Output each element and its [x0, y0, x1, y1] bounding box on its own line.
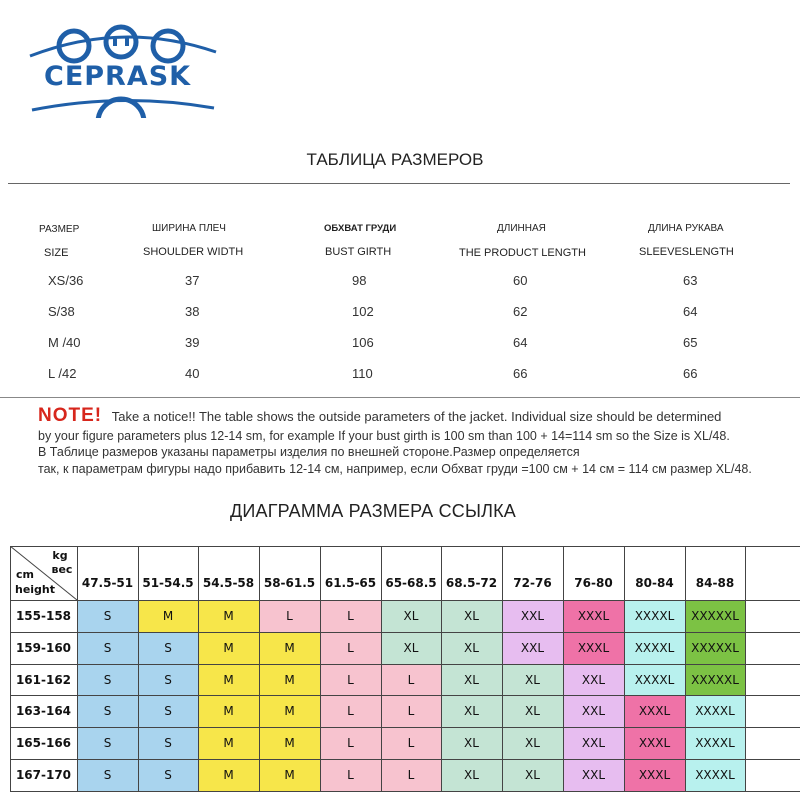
weight-header: 47.5-51 [81, 576, 134, 590]
size-cell: M [259, 664, 320, 695]
size-value-cell: 39 [185, 335, 200, 350]
grid-line [502, 546, 503, 791]
grid-line [563, 546, 564, 791]
size-cell: S [77, 695, 138, 727]
header-size-ru: РАЗМЕР [39, 224, 80, 235]
header-shoulder-en: SHOULDER WIDTH [143, 246, 244, 258]
weight-header: 65-68.5 [385, 576, 437, 590]
size-cell: S [77, 632, 138, 664]
size-cell: S [138, 727, 198, 759]
size-cell: M [198, 600, 259, 632]
size-cell: L [320, 632, 381, 664]
height-header: 159-160 [15, 641, 72, 655]
corner-kg: kg [52, 548, 68, 562]
header-length-en: THE PRODUCT LENGTH [459, 247, 586, 259]
note-text-2: by your figure parameters plus 12-14 sm, for example If your bust girth is 100 sm than 100 + 14=114 sm so the Size is XL/48. [38, 429, 730, 443]
grid-line [624, 546, 625, 791]
size-cell: XL [441, 759, 502, 791]
size-value-cell: 40 [185, 366, 200, 381]
size-cell: XXL [563, 664, 624, 695]
size-cell: M [259, 759, 320, 791]
size-value-cell: 63 [683, 273, 698, 288]
size-cell: XXXXL [685, 759, 745, 791]
height-header: 163-164 [15, 704, 72, 718]
size-cell: M [138, 600, 198, 632]
header-sleeve-ru: ДЛИНА РУКАВА [648, 223, 724, 234]
size-value-cell: 110 [352, 366, 373, 381]
weight-header: 58-61.5 [263, 576, 316, 590]
weight-header: 61.5-65 [324, 576, 377, 590]
corner-diagonal [10, 546, 77, 600]
size-value-cell: 60 [513, 273, 528, 288]
size-cell: XXXXXL [685, 632, 745, 664]
size-cell: XXXL [624, 695, 685, 727]
size-cell: XXL [563, 695, 624, 727]
height-header: 161-162 [15, 672, 72, 687]
weight-header: 54.5-58 [202, 576, 255, 590]
size-label-cell: L /42 [48, 366, 77, 381]
size-cell: XL [441, 695, 502, 727]
header-shoulder-ru: ШИРИНА ПЛЕЧ [152, 223, 226, 234]
size-cell: XL [441, 632, 502, 664]
size-cell: XL [502, 759, 563, 791]
grid-line [198, 546, 199, 791]
corner-height: height [14, 582, 56, 596]
size-cell: L [381, 727, 441, 759]
grid-line [320, 546, 321, 791]
grid-line [10, 759, 800, 760]
size-cell: S [77, 727, 138, 759]
size-cell: XL [502, 664, 563, 695]
weight-header: 51-54.5 [142, 576, 194, 590]
size-cell: M [198, 664, 259, 695]
size-cell: XXXXXL [685, 664, 745, 695]
size-label-cell: S/38 [48, 304, 75, 319]
size-cell: XXXXL [685, 695, 745, 727]
size-cell: XXXXXL [685, 600, 745, 632]
size-cell: M [198, 632, 259, 664]
height-header: 155-158 [15, 609, 72, 623]
size-cell: L [320, 600, 381, 632]
size-cell: M [198, 759, 259, 791]
size-cell: L [381, 664, 441, 695]
header-size-en: SIZE [44, 247, 69, 259]
grid-line [10, 664, 800, 665]
size-cell: S [138, 664, 198, 695]
size-cell: S [138, 759, 198, 791]
size-cell: L [320, 759, 381, 791]
note-label: NOTE! [38, 405, 103, 426]
weight-header: 76-80 [574, 576, 613, 590]
note-text-1: Take a notice!! The table shows the outside parameters of the jacket. Individual size should be determined [111, 409, 722, 424]
size-cell: XXXXL [624, 600, 685, 632]
size-cell: XL [441, 664, 502, 695]
logo-wordmark: CEPRASK [44, 61, 192, 92]
grid-line [10, 695, 800, 696]
size-cell: S [77, 759, 138, 791]
grid-line [745, 546, 746, 791]
weight-header: 84-88 [695, 576, 735, 590]
size-cell: XXXXL [624, 632, 685, 664]
size-table-title: ТАБЛИЦА РАЗМЕРОВ [306, 150, 484, 169]
grid-line [10, 632, 800, 633]
size-cell: XXL [563, 727, 624, 759]
grid-line [685, 546, 686, 791]
diagram-title: ДИАГРАММА РАЗМЕРА ССЫЛКА [230, 501, 517, 521]
size-cell: M [198, 727, 259, 759]
size-cell: XL [381, 632, 441, 664]
height-header: 165-166 [15, 736, 72, 750]
size-value-cell: 65 [683, 335, 698, 350]
grid-line [10, 727, 800, 728]
header-bust-ru: ОБХВАТ ГРУДИ [324, 223, 397, 234]
size-label-cell: M /40 [48, 335, 81, 350]
size-value-cell: 66 [683, 366, 698, 381]
size-cell: L [320, 727, 381, 759]
grid-line [10, 600, 800, 601]
header-sleeve-en: SLEEVESLENGTH [639, 246, 734, 258]
size-cell: XL [441, 727, 502, 759]
size-label-cell: XS/36 [48, 273, 84, 288]
size-value-cell: 106 [352, 335, 374, 350]
size-value-cell: 37 [185, 273, 200, 288]
size-cell: XXL [563, 759, 624, 791]
header-length-ru: ДЛИННАЯ [497, 223, 546, 234]
size-value-cell: 64 [513, 335, 528, 350]
size-value-cell: 62 [513, 304, 528, 319]
size-cell: M [259, 632, 320, 664]
size-cell: S [138, 632, 198, 664]
note-line-1 [38, 405, 721, 427]
size-cell: XXXL [563, 632, 624, 664]
size-cell: L [320, 664, 381, 695]
size-cell: XXXL [624, 759, 685, 791]
brand-logo [28, 18, 218, 118]
size-cell: XXL [502, 632, 563, 664]
size-cell: M [259, 727, 320, 759]
size-cell: XXXL [563, 600, 624, 632]
grid-line [259, 546, 260, 791]
note-text-4: так, к параметрам фигуры надо прибавить 12-14 см, например, если Обхват груди =100 см + 14 см = 114 см размер XL/48. [38, 462, 752, 476]
weight-header: 80-84 [635, 576, 674, 590]
size-cell: L [381, 695, 441, 727]
size-cell: S [138, 695, 198, 727]
grid-line [381, 546, 382, 791]
grid-line [10, 791, 800, 792]
weight-header: 68.5-72 [445, 576, 498, 590]
size-value-cell: 38 [185, 304, 200, 319]
size-value-cell: 102 [352, 304, 374, 319]
size-cell: L [320, 695, 381, 727]
grid-line [10, 546, 800, 547]
grid-line [77, 546, 78, 791]
note-text-3: В Таблице размеров указаны параметры изделия по внешней стороне.Размер определяется [38, 445, 580, 459]
size-cell: S [77, 600, 138, 632]
divider [0, 397, 800, 398]
size-cell: L [259, 600, 320, 632]
grid-line [441, 546, 442, 791]
size-cell: M [259, 695, 320, 727]
corner-ves: вес [51, 562, 73, 576]
size-cell: M [198, 695, 259, 727]
size-cell: XL [502, 727, 563, 759]
grid-line [138, 546, 139, 791]
size-cell: XXL [502, 600, 563, 632]
size-cell: XL [502, 695, 563, 727]
height-header: 167-170 [15, 768, 72, 782]
size-value-cell: 98 [352, 273, 367, 288]
size-cell: XL [441, 600, 502, 632]
weight-header: 72-76 [513, 576, 552, 590]
header-bust-en: BUST GIRTH [325, 246, 392, 258]
corner-cm: cm [16, 567, 34, 581]
divider [8, 183, 790, 184]
size-cell: L [381, 759, 441, 791]
size-cell: S [77, 664, 138, 695]
size-cell: XXXL [624, 727, 685, 759]
size-value-cell: 64 [683, 304, 698, 319]
size-cell: XL [381, 600, 441, 632]
size-cell: XXXXL [685, 727, 745, 759]
size-cell: XXXXL [624, 664, 685, 695]
size-value-cell: 66 [513, 366, 528, 381]
